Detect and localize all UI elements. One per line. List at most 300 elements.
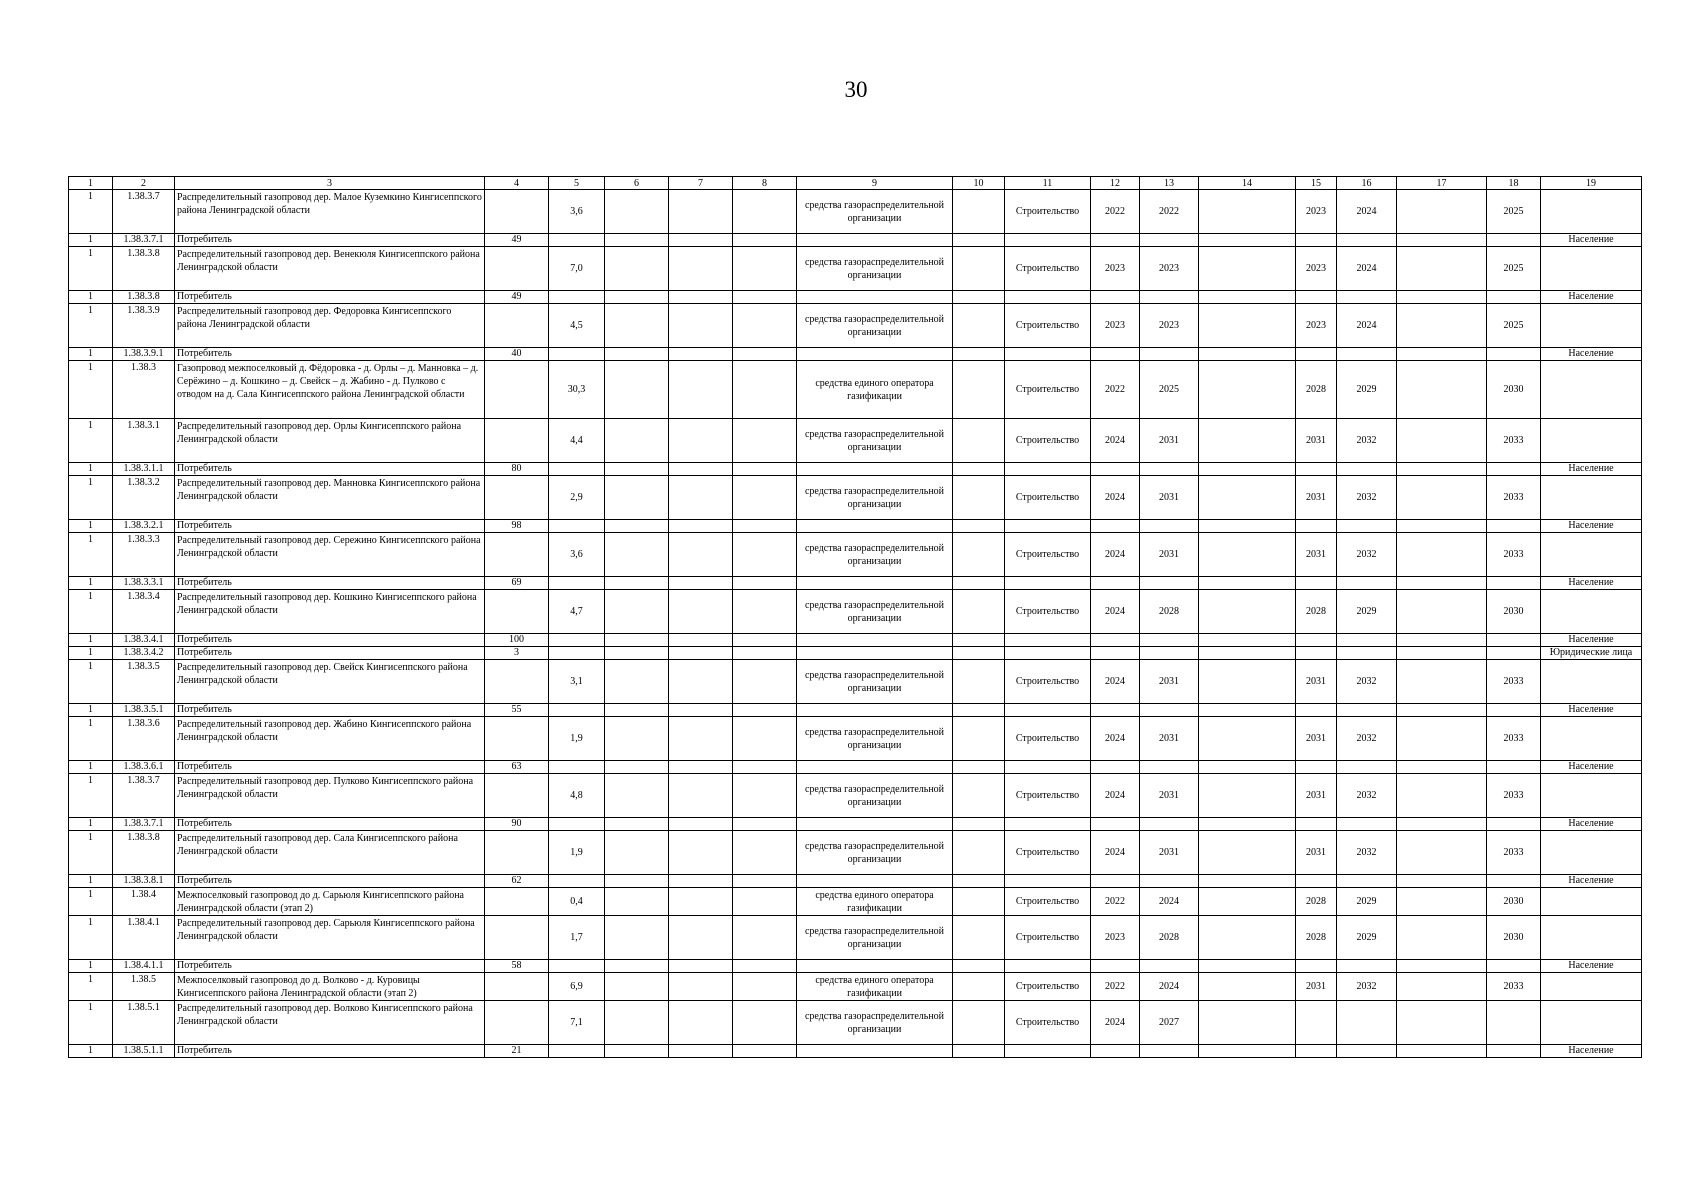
- end-year: [1140, 348, 1199, 361]
- col-14: [1199, 476, 1296, 520]
- row-index: 1: [69, 476, 113, 520]
- work-type: Строительство: [1005, 247, 1091, 291]
- row-index: 1: [69, 463, 113, 476]
- col-17: [1397, 774, 1487, 818]
- col-10: [953, 761, 1005, 774]
- column-number-18: 18: [1487, 177, 1541, 190]
- col-6: [605, 761, 669, 774]
- col-7: [669, 361, 733, 419]
- object-name: Распределительный газопровод дер. Свейск Кингисеппского района Ленинградской области: [175, 660, 485, 704]
- col-18-year: 2033: [1487, 533, 1541, 577]
- consumer-category: Население: [1541, 875, 1642, 888]
- length-km: [549, 520, 605, 533]
- object-name: Потребитель: [175, 348, 485, 361]
- col-15-year: 2031: [1296, 533, 1337, 577]
- col-14: [1199, 520, 1296, 533]
- col-6: [605, 831, 669, 875]
- col-6: [605, 520, 669, 533]
- col-7: [669, 520, 733, 533]
- consumer-row: [69, 577, 1642, 590]
- col-16-year: [1337, 818, 1397, 831]
- col-7: [669, 916, 733, 960]
- col-10: [953, 1001, 1005, 1045]
- col-6: [605, 888, 669, 916]
- end-year: [1140, 234, 1199, 247]
- col-6: [605, 960, 669, 973]
- end-year: [1140, 647, 1199, 660]
- col-6: [605, 348, 669, 361]
- col-10: [953, 291, 1005, 304]
- row-index: 1: [69, 419, 113, 463]
- col-6: [605, 704, 669, 717]
- consumer-category: Население: [1541, 634, 1642, 647]
- end-year: 2022: [1140, 190, 1199, 234]
- col-18-year: [1487, 1001, 1541, 1045]
- length-km: 7,1: [549, 1001, 605, 1045]
- consumer-row: [69, 761, 1642, 774]
- start-year: [1091, 761, 1140, 774]
- col-17: [1397, 291, 1487, 304]
- funding-source: [797, 818, 953, 831]
- work-type: [1005, 577, 1091, 590]
- column-number-5: 5: [549, 177, 605, 190]
- col-18-year: [1487, 520, 1541, 533]
- col-17: [1397, 247, 1487, 291]
- col-18-year: [1487, 761, 1541, 774]
- col-16-year: 2032: [1337, 973, 1397, 1001]
- column-number-7: 7: [669, 177, 733, 190]
- col-14: [1199, 916, 1296, 960]
- end-year: [1140, 1045, 1199, 1058]
- work-type: [1005, 761, 1091, 774]
- consumer-category: Население: [1541, 348, 1642, 361]
- object-name: Распределительный газопровод дер. Кошкино Кингисеппского района Ленинградской области: [175, 590, 485, 634]
- col-7: [669, 634, 733, 647]
- object-name: Потребитель: [175, 875, 485, 888]
- object-name: Распределительный газопровод дер. Орлы Кингисеппского района Ленинградской области: [175, 419, 485, 463]
- funding-source: средства газораспределительной организации: [797, 916, 953, 960]
- consumer-category: [1541, 717, 1642, 761]
- start-year: 2023: [1091, 916, 1140, 960]
- consumer-count: [485, 533, 549, 577]
- col-6: [605, 463, 669, 476]
- funding-source: средства газораспределительной организации: [797, 247, 953, 291]
- col-16-year: [1337, 577, 1397, 590]
- funding-source: [797, 875, 953, 888]
- col-17: [1397, 304, 1487, 348]
- column-number-13: 13: [1140, 177, 1199, 190]
- object-code: 1.38.5.1: [113, 1001, 175, 1045]
- pipeline-row: [69, 304, 1642, 348]
- funding-source: [797, 704, 953, 717]
- col-8: [733, 875, 797, 888]
- col-16-year: 2029: [1337, 888, 1397, 916]
- object-name: Межпоселковый газопровод до д. Волково - д. Куровицы Кингисеппского района Ленинградской области (этап 2): [175, 973, 485, 1001]
- col-16-year: 2032: [1337, 660, 1397, 704]
- funding-source: [797, 761, 953, 774]
- col-15-year: [1296, 818, 1337, 831]
- work-type: [1005, 520, 1091, 533]
- object-name: Распределительный газопровод дер. Пулково Кингисеппского района Ленинградской области: [175, 774, 485, 818]
- funding-source: [797, 577, 953, 590]
- object-name: Потребитель: [175, 647, 485, 660]
- row-index: 1: [69, 234, 113, 247]
- work-type: Строительство: [1005, 888, 1091, 916]
- work-type: [1005, 704, 1091, 717]
- consumer-count: 3: [485, 647, 549, 660]
- length-km: 7,0: [549, 247, 605, 291]
- col-17: [1397, 916, 1487, 960]
- start-year: [1091, 234, 1140, 247]
- col-10: [953, 647, 1005, 660]
- col-18-year: [1487, 634, 1541, 647]
- col-10: [953, 634, 1005, 647]
- object-name: Потребитель: [175, 291, 485, 304]
- work-type: Строительство: [1005, 831, 1091, 875]
- row-index: 1: [69, 960, 113, 973]
- consumer-count: 63: [485, 761, 549, 774]
- col-17: [1397, 520, 1487, 533]
- object-code: 1.38.4: [113, 888, 175, 916]
- pipeline-row: [69, 660, 1642, 704]
- end-year: [1140, 463, 1199, 476]
- col-7: [669, 973, 733, 1001]
- consumer-count: [485, 304, 549, 348]
- col-14: [1199, 818, 1296, 831]
- object-name: Потребитель: [175, 234, 485, 247]
- col-6: [605, 634, 669, 647]
- end-year: [1140, 704, 1199, 717]
- consumer-category: Население: [1541, 520, 1642, 533]
- funding-source: средства единого оператора газификации: [797, 361, 953, 419]
- col-15-year: 2023: [1296, 247, 1337, 291]
- consumer-count: 69: [485, 577, 549, 590]
- object-code: 1.38.3.4: [113, 590, 175, 634]
- consumer-category: Население: [1541, 291, 1642, 304]
- end-year: 2027: [1140, 1001, 1199, 1045]
- consumer-row: [69, 520, 1642, 533]
- object-code: 1.38.3.8: [113, 291, 175, 304]
- consumer-count: 40: [485, 348, 549, 361]
- col-18-year: 2033: [1487, 660, 1541, 704]
- consumer-category: [1541, 888, 1642, 916]
- col-15-year: [1296, 577, 1337, 590]
- pipeline-row: [69, 973, 1642, 1001]
- col-14: [1199, 647, 1296, 660]
- work-type: Строительство: [1005, 717, 1091, 761]
- length-km: 3,1: [549, 660, 605, 704]
- col-10: [953, 234, 1005, 247]
- col-16-year: [1337, 463, 1397, 476]
- row-index: 1: [69, 916, 113, 960]
- row-index: 1: [69, 774, 113, 818]
- object-name: Газопровод межпоселковый д. Фёдоровка - д. Орлы – д. Манновка – д. Серёжино – д. Кошкино – д. Свейск – д. Жабино - д. Пулково с отводом на д. Сала Кингисеппского района Ленинградской области: [175, 361, 485, 419]
- col-10: [953, 463, 1005, 476]
- col-14: [1199, 1045, 1296, 1058]
- col-16-year: [1337, 875, 1397, 888]
- pipeline-row: [69, 190, 1642, 234]
- length-km: [549, 463, 605, 476]
- row-index: 1: [69, 590, 113, 634]
- col-10: [953, 973, 1005, 1001]
- length-km: [549, 234, 605, 247]
- work-type: [1005, 818, 1091, 831]
- object-name: Распределительный газопровод дер. Венекюля Кингисеппского района Ленинградской области: [175, 247, 485, 291]
- object-code: 1.38.3.5: [113, 660, 175, 704]
- col-10: [953, 247, 1005, 291]
- col-6: [605, 361, 669, 419]
- col-17: [1397, 234, 1487, 247]
- col-6: [605, 419, 669, 463]
- consumer-count: 49: [485, 234, 549, 247]
- col-18-year: 2030: [1487, 888, 1541, 916]
- column-number-10: 10: [953, 177, 1005, 190]
- col-7: [669, 247, 733, 291]
- consumer-count: [485, 774, 549, 818]
- col-15-year: 2031: [1296, 831, 1337, 875]
- row-index: 1: [69, 304, 113, 348]
- col-16-year: 2024: [1337, 190, 1397, 234]
- work-type: [1005, 960, 1091, 973]
- col-18-year: 2025: [1487, 304, 1541, 348]
- col-17: [1397, 476, 1487, 520]
- object-code: 1.38.5: [113, 973, 175, 1001]
- object-name: Распределительный газопровод дер. Сережино Кингисеппского района Ленинградской области: [175, 533, 485, 577]
- start-year: 2023: [1091, 247, 1140, 291]
- funding-source: [797, 234, 953, 247]
- row-index: 1: [69, 577, 113, 590]
- col-18-year: [1487, 875, 1541, 888]
- row-index: 1: [69, 704, 113, 717]
- pipeline-row: [69, 888, 1642, 916]
- col-17: [1397, 1001, 1487, 1045]
- length-km: 1,9: [549, 717, 605, 761]
- col-7: [669, 348, 733, 361]
- funding-source: средства газораспределительной организации: [797, 419, 953, 463]
- start-year: 2024: [1091, 533, 1140, 577]
- length-km: [549, 348, 605, 361]
- funding-source: [797, 647, 953, 660]
- funding-source: [797, 960, 953, 973]
- col-6: [605, 577, 669, 590]
- end-year: 2031: [1140, 717, 1199, 761]
- consumer-row: [69, 348, 1642, 361]
- consumer-count: [485, 190, 549, 234]
- object-code: 1.38.3.8: [113, 831, 175, 875]
- col-8: [733, 1045, 797, 1058]
- column-number-15: 15: [1296, 177, 1337, 190]
- length-km: 4,8: [549, 774, 605, 818]
- object-code: 1.38.3.8.1: [113, 875, 175, 888]
- col-6: [605, 973, 669, 1001]
- object-code: 1.38.4.1: [113, 916, 175, 960]
- start-year: 2024: [1091, 774, 1140, 818]
- col-8: [733, 634, 797, 647]
- col-14: [1199, 463, 1296, 476]
- funding-source: [797, 1045, 953, 1058]
- col-16-year: [1337, 647, 1397, 660]
- object-code: 1.38.3.1.1: [113, 463, 175, 476]
- col-10: [953, 831, 1005, 875]
- col-14: [1199, 533, 1296, 577]
- col-8: [733, 831, 797, 875]
- col-18-year: [1487, 234, 1541, 247]
- pipeline-row: [69, 419, 1642, 463]
- col-16-year: 2032: [1337, 831, 1397, 875]
- funding-source: средства газораспределительной организации: [797, 717, 953, 761]
- col-14: [1199, 590, 1296, 634]
- object-code: 1.38.3.2.1: [113, 520, 175, 533]
- start-year: 2022: [1091, 973, 1140, 1001]
- col-17: [1397, 647, 1487, 660]
- col-6: [605, 1001, 669, 1045]
- col-8: [733, 590, 797, 634]
- object-name: Потребитель: [175, 818, 485, 831]
- consumer-count: 58: [485, 960, 549, 973]
- object-name: Распределительный газопровод дер. Манновка Кингисеппского района Ленинградской области: [175, 476, 485, 520]
- col-14: [1199, 348, 1296, 361]
- start-year: [1091, 291, 1140, 304]
- col-6: [605, 647, 669, 660]
- length-km: 30,3: [549, 361, 605, 419]
- end-year: 2028: [1140, 916, 1199, 960]
- consumer-category: [1541, 774, 1642, 818]
- consumer-category: Население: [1541, 818, 1642, 831]
- row-index: 1: [69, 761, 113, 774]
- col-17: [1397, 960, 1487, 973]
- col-8: [733, 704, 797, 717]
- consumer-count: [485, 916, 549, 960]
- consumer-count: 49: [485, 291, 549, 304]
- col-15-year: 2028: [1296, 361, 1337, 419]
- start-year: [1091, 875, 1140, 888]
- col-17: [1397, 577, 1487, 590]
- col-14: [1199, 577, 1296, 590]
- col-14: [1199, 247, 1296, 291]
- col-10: [953, 888, 1005, 916]
- col-17: [1397, 973, 1487, 1001]
- funding-source: [797, 348, 953, 361]
- col-10: [953, 916, 1005, 960]
- consumer-count: [485, 590, 549, 634]
- col-15-year: 2031: [1296, 774, 1337, 818]
- object-name: Межпоселковый газопровод до д. Сарьюля Кингисеппского района Ленинградской области (этап 2): [175, 888, 485, 916]
- column-number-row: [69, 177, 1642, 190]
- end-year: [1140, 875, 1199, 888]
- col-6: [605, 190, 669, 234]
- col-15-year: [1296, 348, 1337, 361]
- col-18-year: 2030: [1487, 590, 1541, 634]
- pipeline-row: [69, 717, 1642, 761]
- col-17: [1397, 419, 1487, 463]
- object-code: 1.38.3.7: [113, 774, 175, 818]
- consumer-category: [1541, 660, 1642, 704]
- col-18-year: 2030: [1487, 361, 1541, 419]
- col-8: [733, 818, 797, 831]
- end-year: 2031: [1140, 476, 1199, 520]
- start-year: [1091, 577, 1140, 590]
- work-type: Строительство: [1005, 533, 1091, 577]
- pipeline-row: [69, 1001, 1642, 1045]
- start-year: 2023: [1091, 304, 1140, 348]
- pipeline-row: [69, 774, 1642, 818]
- length-km: [549, 647, 605, 660]
- consumer-category: Население: [1541, 704, 1642, 717]
- start-year: [1091, 647, 1140, 660]
- col-7: [669, 660, 733, 704]
- length-km: 3,6: [549, 533, 605, 577]
- consumer-row: [69, 1045, 1642, 1058]
- column-number-12: 12: [1091, 177, 1140, 190]
- work-type: [1005, 634, 1091, 647]
- consumer-category: Население: [1541, 761, 1642, 774]
- object-name: Потребитель: [175, 520, 485, 533]
- object-name: Распределительный газопровод дер. Федоровка Кингисеппского района Ленинградской области: [175, 304, 485, 348]
- col-15-year: [1296, 875, 1337, 888]
- object-name: Потребитель: [175, 1045, 485, 1058]
- funding-source: средства газораспределительной организации: [797, 476, 953, 520]
- funding-source: [797, 520, 953, 533]
- consumer-category: Юридические лица: [1541, 647, 1642, 660]
- length-km: 3,6: [549, 190, 605, 234]
- pipeline-row: [69, 476, 1642, 520]
- row-index: 1: [69, 973, 113, 1001]
- consumer-count: [485, 831, 549, 875]
- end-year: 2031: [1140, 419, 1199, 463]
- consumer-row: [69, 818, 1642, 831]
- consumer-row: [69, 704, 1642, 717]
- start-year: [1091, 1045, 1140, 1058]
- row-index: 1: [69, 647, 113, 660]
- col-18-year: 2033: [1487, 717, 1541, 761]
- col-7: [669, 774, 733, 818]
- col-6: [605, 875, 669, 888]
- col-8: [733, 973, 797, 1001]
- col-14: [1199, 761, 1296, 774]
- consumer-category: Население: [1541, 1045, 1642, 1058]
- work-type: Строительство: [1005, 774, 1091, 818]
- col-6: [605, 247, 669, 291]
- col-16-year: [1337, 761, 1397, 774]
- col-10: [953, 361, 1005, 419]
- start-year: [1091, 463, 1140, 476]
- col-16-year: 2032: [1337, 419, 1397, 463]
- col-14: [1199, 190, 1296, 234]
- object-code: 1.38.4.1.1: [113, 960, 175, 973]
- col-18-year: 2025: [1487, 247, 1541, 291]
- funding-source: [797, 634, 953, 647]
- col-8: [733, 304, 797, 348]
- col-8: [733, 761, 797, 774]
- col-16-year: 2032: [1337, 533, 1397, 577]
- col-14: [1199, 704, 1296, 717]
- pipeline-row: [69, 831, 1642, 875]
- col-18-year: 2033: [1487, 476, 1541, 520]
- start-year: 2024: [1091, 717, 1140, 761]
- object-code: 1.38.3.9.1: [113, 348, 175, 361]
- work-type: [1005, 291, 1091, 304]
- row-index: 1: [69, 533, 113, 577]
- col-15-year: 2023: [1296, 190, 1337, 234]
- object-code: 1.38.3: [113, 361, 175, 419]
- col-10: [953, 590, 1005, 634]
- object-name: Потребитель: [175, 463, 485, 476]
- funding-source: средства газораспределительной организации: [797, 304, 953, 348]
- consumer-category: [1541, 533, 1642, 577]
- col-15-year: [1296, 1001, 1337, 1045]
- col-8: [733, 190, 797, 234]
- col-17: [1397, 533, 1487, 577]
